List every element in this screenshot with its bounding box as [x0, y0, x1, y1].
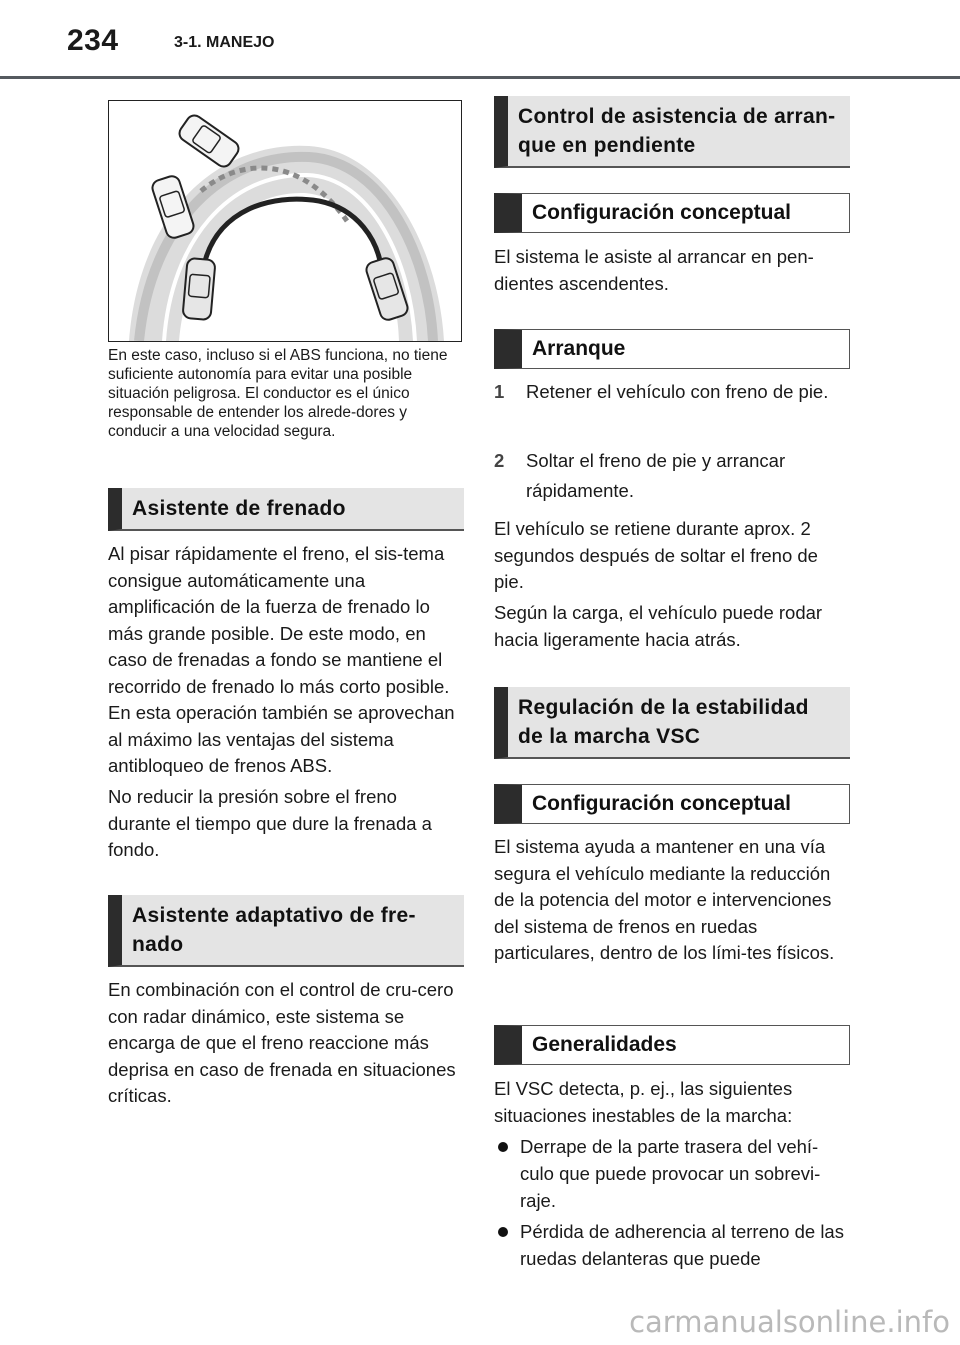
brake-assist-paragraph-2: No reducir la presión sobre el freno durante el tiempo que dure la frenada a fondo.	[108, 786, 432, 860]
page-number: 234	[67, 24, 119, 57]
chapter-title: 3-1. MANEJO	[174, 34, 275, 51]
section-heading-hill-start: Control de asistencia de arran-que en pendiente	[494, 96, 850, 168]
step-text: Retener el vehículo con freno de pie.	[526, 381, 829, 402]
list-item	[494, 1218, 852, 1274]
subheading-general: Generalidades	[494, 1025, 850, 1065]
list-item	[494, 1133, 852, 1217]
list-item-text: Derrape de la parte trasera del vehí-culo que puede provocar un sobrevi-raje.	[520, 1136, 821, 1211]
header-divider	[0, 76, 960, 79]
subheading-start: Arranque	[494, 329, 850, 369]
section-heading-adaptive-brake: Asistente adaptativo de fre-nado	[108, 895, 464, 967]
watermark: carmanualsonline.info	[629, 1305, 950, 1339]
road-curve-illustration	[108, 100, 462, 342]
page-header	[0, 0, 960, 78]
step-number: 1	[494, 381, 505, 402]
section-heading-vsc: Regulación de la estabilidad de la marcha VSC	[494, 687, 850, 759]
step-number: 2	[494, 450, 505, 471]
adaptive-brake-paragraph: En combinación con el control de cru-cero con radar dinámico, este sistema se encarga de que el freno reaccione más deprisa en caso de frenada en situaciones críticas.	[108, 979, 456, 1106]
hill-rollback-paragraph: Según la carga, el vehículo puede rodar hacia ligeramente hacia atrás.	[494, 602, 823, 650]
section-heading-brake-assist: Asistente de frenado	[108, 488, 464, 531]
subheading-vsc-concept: Configuración conceptual	[494, 784, 850, 824]
bullet-icon	[498, 1227, 508, 1237]
hill-hold-paragraph: El vehículo se retiene durante aprox. 2 segundos después de soltar el freno de pie.	[494, 518, 818, 592]
vsc-general-text: El VSC detecta, p. ej., las siguientes situaciones inestables de la marcha:	[494, 1078, 793, 1126]
list-item-text: Pérdida de adherencia al terreno de las ruedas delanteras que puede	[520, 1221, 844, 1269]
bullet-icon	[498, 1142, 508, 1152]
step-item	[494, 446, 852, 506]
hill-concept-text: El sistema le asiste al arrancar en pen-dientes ascendentes.	[494, 246, 814, 294]
step-item	[494, 377, 852, 437]
step-text: Soltar el freno de pie y arrancar rápidamente.	[526, 450, 786, 501]
subheading-hill-concept: Configuración conceptual	[494, 193, 850, 233]
figure-caption: En este caso, incluso si el ABS funciona, no tiene suficiente autonomía para evitar una posible situación peligrosa. El conductor es el único responsable de entender los alrede-dores y conducir a una velocidad segura.	[108, 347, 448, 440]
vsc-concept-text: El sistema ayuda a mantener en una vía segura el vehículo mediante la reducción de la potencia del motor e intervenciones del sistema de frenos en ruedas particulares, dentro de los lími-tes físicos.	[494, 836, 835, 963]
brake-assist-paragraph-1: Al pisar rápidamente el freno, el sis-tema consigue automáticamente una amplificación de la fuerza de frenado lo más grande posible. De este modo, en caso de frenadas a fondo se mantiene el recorrido de frenado lo más corto posible. En esta operación también se aprovechan al máximo las ventajas del sistema antibloqueo de frenos ABS.	[108, 543, 455, 776]
